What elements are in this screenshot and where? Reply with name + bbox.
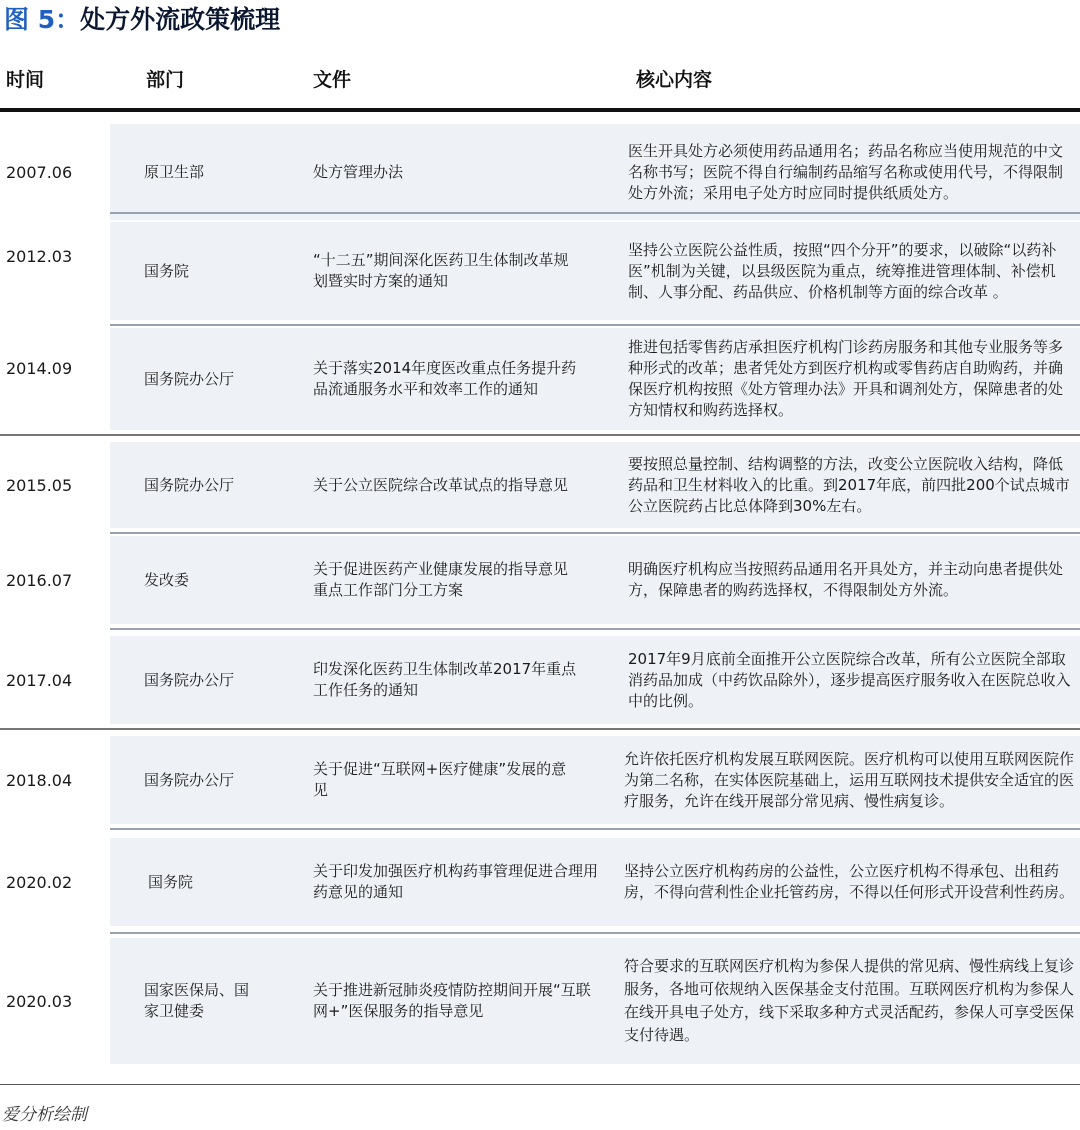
group-separator [0, 434, 1080, 436]
cell-time: 2007.06 [6, 162, 73, 182]
header-core: 核心内容 [636, 69, 713, 91]
row-separator [110, 324, 1080, 326]
cell-dept: 发改委 [144, 570, 190, 589]
cell-core: 坚持公立医疗机构药房的公益性，公立医疗机构不得承包、出租药房，不得向营利性企业托管药房，不得以任何形式开设营利性药房。 [624, 862, 1075, 901]
header-dept: 部门 [146, 69, 185, 91]
cell-file: 处方管理办法 [313, 162, 404, 181]
cell-time: 2020.03 [6, 991, 73, 1011]
cell-file: 关于印发加强医疗机构药事管理促进合理用药意见的通知 [313, 862, 599, 901]
table-header [0, 62, 1080, 98]
source-note: 爱分析绘制 [2, 1105, 87, 1125]
cell-time: 2020.02 [6, 872, 73, 892]
table-row [0, 442, 1080, 528]
cell-dept: 国务院 [148, 872, 194, 891]
cell-dept: 国务院办公厅 [144, 670, 235, 689]
group-separator [0, 728, 1080, 730]
table-row [0, 124, 1080, 220]
row-separator [110, 532, 1080, 534]
cell-time: 2015.05 [6, 475, 73, 495]
table-row [0, 536, 1080, 624]
bottom-rule [0, 1084, 1080, 1085]
cell-core: 医生开具处方必须使用药品通用名；药品名称应当使用规范的中文名称书写；医院不得自行编制药品缩写名称或使用代号，不得限制处方外流；采用电子处方时应同时提供纸质处方。 [628, 141, 1064, 202]
cell-core: 符合要求的互联网医疗机构为参保人提供的常见病、慢性病线上复诊服务，各地可依规纳入医保基金支付范围。互联网医疗机构为参保人在线开具电子处方，线下采取多种方式灵活配药，参保人可享受医保支付待遇。 [624, 957, 1075, 1044]
table-row [0, 736, 1080, 824]
figure-label: 图 5： [4, 5, 81, 34]
row-separator [110, 212, 1080, 214]
cell-dept: 国务院办公厅 [144, 475, 235, 494]
cell-core: 允许依托医疗机构发展互联网医院。医疗机构可以使用互联网医院作为第二名称，在实体医院基础上，运用互联网技术提供安全适宜的医疗服务，允许在线开展部分常见病、慢性病复诊。 [624, 749, 1075, 810]
table-row [0, 838, 1080, 926]
table-row [0, 938, 1080, 1064]
cell-time: 2017.04 [6, 670, 73, 690]
header-rule [0, 108, 1080, 112]
row-separator [110, 932, 1080, 934]
cell-file: “十二五”期间深化医药卫生体制改革规划暨实时方案的通知 [313, 251, 569, 290]
cell-core: 明确医疗机构应当按照药品通用名开具处方，并主动向患者提供处方，保障患者的购药选择权，不得限制处方外流。 [628, 560, 1064, 599]
cell-dept: 国务院办公厅 [144, 770, 235, 789]
cell-core: 推进包括零售药店承担医疗机构门诊药房服务和其他专业服务等多种形式的改革；患者凭处方到医疗机构或零售药店自助购药，并确保医疗机构按照《处方管理办法》开具和调剂处方，保障患者的处方知情权和购药选择权。 [628, 338, 1064, 419]
table-row [0, 636, 1080, 724]
cell-time: 2016.07 [6, 570, 73, 590]
header-file: 文件 [313, 69, 352, 91]
cell-dept: 国家医保局、国家卫健委 [144, 981, 250, 1020]
row-separator [110, 828, 1080, 830]
cell-dept: 原卫生部 [144, 162, 205, 181]
header-time: 时间 [6, 69, 45, 91]
cell-time: 2018.04 [6, 770, 73, 790]
cell-file: 关于促进医药产业健康发展的指导意见重点工作部门分工方案 [313, 560, 569, 599]
cell-file: 关于落实2014年度医改重点任务提升药品流通服务水平和效率工作的通知 [313, 359, 577, 398]
cell-file: 印发深化医药卫生体制改革2017年重点工作任务的通知 [313, 660, 577, 699]
cell-file: 关于促进“互联网+医疗健康”发展的意见 [313, 760, 567, 799]
figure-title-text: 处方外流政策梳理 [80, 5, 281, 34]
cell-time: 2012.03 [6, 247, 73, 266]
table-row [0, 222, 1080, 320]
cell-time: 2014.09 [6, 359, 73, 378]
cell-core: 要按照总量控制、结构调整的方法，改变公立医院收入结构，降低药品和卫生材料收入的比重。到2017年底，前四批200个试点城市公立医院药占比总体降到30%左右。 [628, 454, 1070, 515]
cell-file: 关于公立医院综合改革试点的指导意见 [313, 475, 569, 494]
table-row [0, 328, 1080, 430]
cell-dept: 国务院 [144, 261, 190, 280]
cell-file: 关于推进新冠肺炎疫情防控期间开展“互联网+”医保服务的指导意见 [313, 981, 591, 1020]
cell-core: 坚持公立医院公益性质，按照“四个分开”的要求，以破除“以药补医”机制为关键，以县级医院为重点，统筹推进管理体制、补偿机制、人事分配、药品供应、价格机制等方面的综合改革 。 [628, 240, 1057, 301]
figure-title [4, 2, 280, 38]
cell-dept: 国务院办公厅 [144, 369, 235, 388]
cell-core: 2017年9月底前全面推开公立医院综合改革，所有公立医院全部取消药品加成（中药饮品除外），逐步提高医疗服务收入在医院总收入中的比例。 [628, 649, 1071, 710]
row-separator [110, 628, 1080, 630]
